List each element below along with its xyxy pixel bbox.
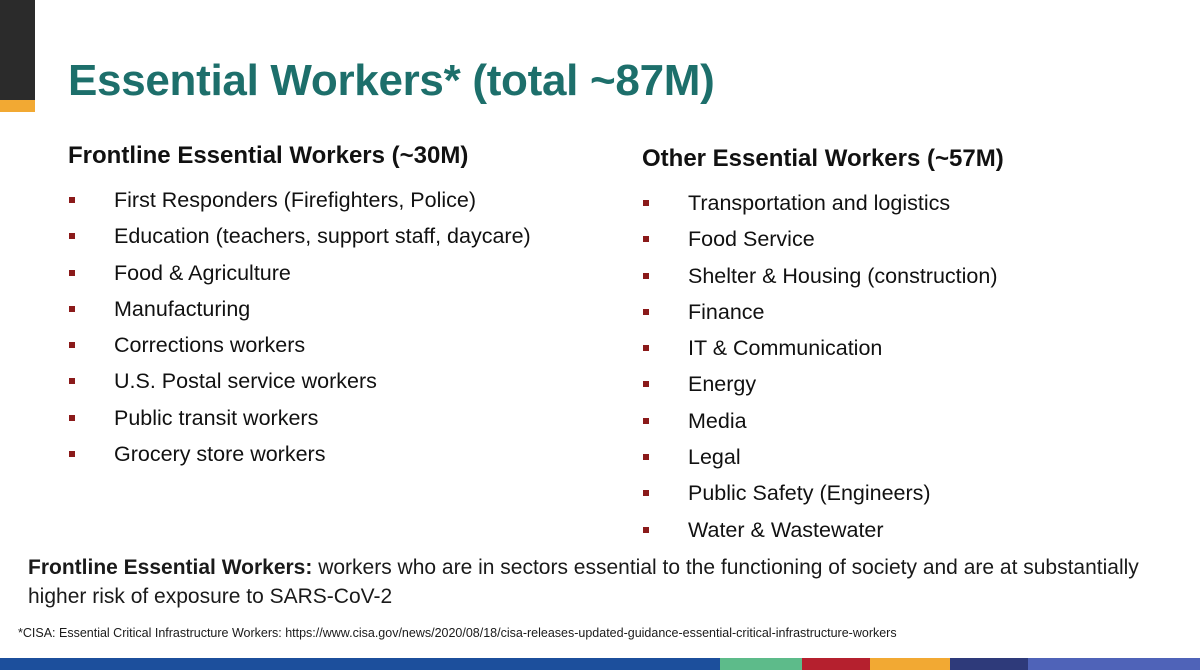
square-bullet-icon (643, 454, 649, 460)
list-item-label: Legal (688, 445, 741, 470)
footer-stripe (802, 658, 870, 670)
definition-text: workers who are in sectors essential to the functioning of society and are at substantially higher risk of exposure to SARS-CoV-2 (28, 556, 1139, 608)
square-bullet-icon (643, 418, 649, 424)
list-item (68, 400, 588, 436)
source-footnote: *CISA: Essential Critical Infrastructure Workers: https://www.cisa.gov/news/2020/08/18/cisa-releases-updated-guidance-essential-critical-infrastructure-workers (18, 626, 897, 640)
square-bullet-icon (69, 233, 75, 239)
list-item (642, 475, 1162, 511)
list-item (642, 185, 1162, 221)
footer-stripe (950, 658, 1028, 670)
list-item (642, 439, 1162, 475)
list-item (68, 363, 588, 399)
list-item (642, 512, 1162, 548)
list-item-label: Corrections workers (114, 333, 306, 358)
footer-stripe (0, 658, 720, 670)
list-item-label: Public Safety (Engineers) (688, 481, 931, 506)
square-bullet-icon (643, 200, 649, 206)
list-item-label: IT & Communication (688, 336, 883, 361)
square-bullet-icon (69, 378, 75, 384)
frontline-definition (28, 553, 1168, 611)
list-item (642, 403, 1162, 439)
other-heading: Other Essential Workers (~57M) (642, 145, 1004, 172)
list-item-label: Shelter & Housing (construction) (688, 263, 998, 288)
other-column (642, 143, 1162, 548)
list-item (68, 291, 588, 327)
list-item-label: Finance (688, 299, 765, 324)
square-bullet-icon (643, 490, 649, 496)
list-item (68, 255, 588, 291)
square-bullet-icon (643, 345, 649, 351)
list-item-label: Public transit workers (114, 405, 319, 430)
list-item (642, 221, 1162, 257)
footer-stripes (0, 658, 1200, 670)
list-item (642, 330, 1162, 366)
list-item-label: Manufacturing (114, 296, 251, 321)
list-item-label: Food & Agriculture (114, 260, 291, 285)
list-item-label: Energy (688, 372, 757, 397)
list-item (642, 366, 1162, 402)
list-item (68, 182, 588, 218)
list-item-label: Media (688, 408, 747, 433)
square-bullet-icon (643, 309, 649, 315)
square-bullet-icon (69, 306, 75, 312)
footer-stripe (870, 658, 950, 670)
list-item (642, 258, 1162, 294)
square-bullet-icon (643, 527, 649, 533)
list-item-label: U.S. Postal service workers (114, 369, 377, 394)
other-list (642, 185, 1162, 548)
list-item (68, 436, 588, 472)
slide-accent-stripe (0, 100, 35, 112)
definition-term: Frontline Essential Workers: (28, 556, 313, 579)
slide-accent-bar (0, 0, 35, 100)
frontline-column (68, 140, 588, 472)
footer-stripe (720, 658, 802, 670)
square-bullet-icon (643, 381, 649, 387)
list-item-label: Education (teachers, support staff, daycare) (114, 224, 531, 249)
square-bullet-icon (69, 270, 75, 276)
square-bullet-icon (643, 236, 649, 242)
list-item (642, 294, 1162, 330)
square-bullet-icon (69, 451, 75, 457)
list-item-label: Water & Wastewater (688, 517, 884, 542)
square-bullet-icon (643, 273, 649, 279)
list-item-label: First Responders (Firefighters, Police) (114, 188, 477, 212)
list-item (68, 218, 588, 254)
footer-stripe (1028, 658, 1200, 670)
list-item-label: Food Service (688, 227, 815, 252)
frontline-list (68, 182, 588, 472)
slide-title: Essential Workers* (total ~87M) (68, 56, 715, 105)
list-item-label: Transportation and logistics (688, 191, 951, 215)
list-item-label: Grocery store workers (114, 442, 326, 467)
square-bullet-icon (69, 342, 75, 348)
frontline-heading: Frontline Essential Workers (~30M) (68, 142, 469, 169)
list-item (68, 327, 588, 363)
square-bullet-icon (69, 415, 75, 421)
square-bullet-icon (69, 197, 75, 203)
